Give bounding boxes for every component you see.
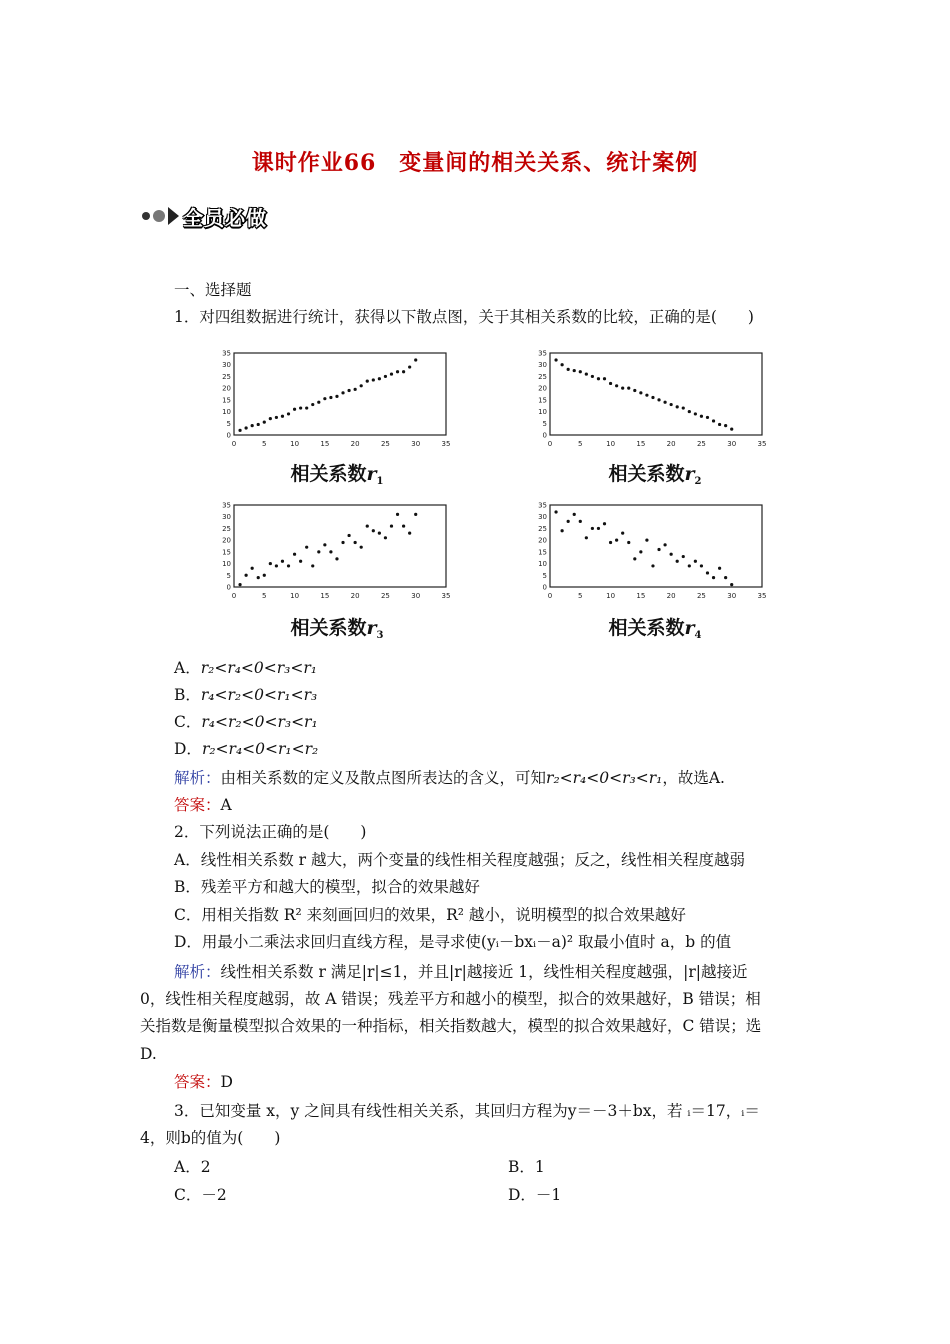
answer-label: 答案：	[174, 796, 221, 814]
scatter-point	[700, 564, 703, 567]
scatter-point	[251, 424, 254, 427]
scatter-point	[597, 527, 600, 530]
x-tick-label: 30	[727, 440, 737, 448]
scatter-point	[554, 510, 557, 513]
scatter-point	[621, 387, 624, 390]
y-tick-label: 25	[538, 372, 547, 381]
q1-option-a: A．r₂<r₄<0<r₃<r₁	[174, 659, 318, 677]
y-tick-label: 5	[542, 571, 547, 580]
x-tick-label: 30	[411, 440, 421, 448]
scatter-point	[305, 546, 308, 549]
y-tick-label: 0	[542, 583, 547, 592]
chart-caption-1: 相关系数$r_1$	[290, 463, 384, 487]
x-tick-label: 15	[320, 592, 330, 600]
x-tick-label: 35	[441, 440, 451, 448]
plot-frame	[550, 505, 762, 587]
x-tick-label: 35	[441, 592, 451, 600]
scatter-point	[275, 416, 278, 419]
y-tick-label: 25	[538, 524, 547, 533]
bullet-dot-large-icon	[153, 210, 165, 222]
y-tick-label: 30	[538, 513, 547, 522]
scatter-point	[670, 553, 673, 556]
x-tick-label: 15	[320, 440, 330, 448]
scatter-point	[633, 389, 636, 392]
scatter-point	[396, 370, 399, 373]
x-tick-label: 0	[547, 592, 553, 600]
scatter-point	[591, 527, 594, 530]
scatter-point	[275, 564, 278, 567]
q3-option-c: C．－2	[174, 1186, 227, 1204]
q2-option-c: C．用相关指数 R² 来刻画回归的效果，R² 越小，说明模型的拟合效果越好	[174, 906, 686, 924]
scatter-point	[554, 358, 557, 361]
scatter-point	[676, 405, 679, 408]
q3-option-d: D．－1	[508, 1186, 562, 1204]
scatter-point	[615, 539, 618, 542]
scatter-point	[402, 370, 405, 373]
scatter-point	[651, 564, 654, 567]
scatter-point	[682, 406, 685, 409]
y-tick-label: 20	[538, 384, 547, 393]
x-tick-label: 20	[350, 592, 360, 600]
scatter-point	[633, 557, 636, 560]
y-tick-label: 20	[222, 384, 231, 393]
scatter-point	[670, 403, 673, 406]
scatter-point	[269, 562, 272, 565]
scatter-point	[639, 550, 642, 553]
x-tick-label: 20	[666, 592, 676, 600]
scatter-point	[603, 377, 606, 380]
scatter-point	[651, 396, 654, 399]
scatter-point	[573, 513, 576, 516]
q1-answer: 答案：A	[174, 796, 232, 814]
scatter-point	[257, 423, 260, 426]
page-title: 课时作业66 变量间的相关关系、统计案例	[251, 150, 699, 176]
scatter-point	[390, 372, 393, 375]
x-tick-label: 35	[757, 592, 767, 600]
scatter-point	[347, 534, 350, 537]
chart-caption-4: 相关系数$r_4$	[608, 617, 702, 641]
chart-caption-3: 相关系数$r_3$	[290, 617, 384, 641]
y-tick-label: 5	[542, 419, 547, 428]
scatter-chart-2	[528, 345, 778, 453]
x-tick-label: 5	[578, 440, 583, 448]
banner-label: 全员必做	[183, 205, 267, 230]
scatter-point	[366, 380, 369, 383]
y-tick-label: 15	[538, 396, 547, 405]
y-tick-label: 30	[222, 361, 231, 370]
answer-label: 答案：	[174, 1073, 221, 1091]
q2-stem: 2．下列说法正确的是( )	[174, 823, 367, 841]
plot-frame	[234, 353, 446, 435]
y-tick-label: 30	[222, 513, 231, 522]
scatter-point	[730, 428, 733, 431]
scatter-point	[567, 520, 570, 523]
scatter-point	[263, 574, 266, 577]
x-tick-label: 30	[411, 592, 421, 600]
section-banner	[142, 201, 267, 231]
x-tick-label: 20	[666, 440, 676, 448]
scatter-point	[609, 382, 612, 385]
y-tick-label: 20	[538, 536, 547, 545]
scatter-point	[694, 560, 697, 563]
scatter-point	[287, 564, 290, 567]
scatter-point	[730, 583, 733, 586]
y-tick-label: 15	[222, 548, 231, 557]
q2-analysis-line-1: 解析：线性相关系数 r 满足|r|≤1，并且|r|越接近 1，线性相关程度越强，|r|越接近	[174, 963, 748, 981]
scatter-point	[317, 401, 320, 404]
scatter-point	[414, 513, 417, 516]
scatter-point	[402, 524, 405, 527]
scatter-point	[384, 536, 387, 539]
x-tick-label: 20	[350, 440, 360, 448]
scatter-point	[396, 513, 399, 516]
scatter-point	[323, 543, 326, 546]
x-tick-label: 25	[696, 440, 706, 448]
section-heading: 一、选择题	[174, 281, 252, 299]
scatter-point	[281, 415, 284, 418]
scatter-point	[615, 384, 618, 387]
scatter-point	[585, 536, 588, 539]
y-tick-label: 35	[538, 501, 547, 510]
x-tick-label: 25	[380, 440, 390, 448]
scatter-point	[645, 539, 648, 542]
analysis-label: 解析：	[174, 963, 221, 981]
scatter-point	[384, 375, 387, 378]
scatter-point	[281, 560, 284, 563]
y-tick-label: 35	[222, 501, 231, 510]
scatter-point	[591, 375, 594, 378]
y-tick-label: 15	[538, 548, 547, 557]
scatter-point	[676, 560, 679, 563]
scatter-point	[657, 398, 660, 401]
scatter-point	[311, 403, 314, 406]
x-tick-label: 25	[696, 592, 706, 600]
q1-option-c: C．r₄<r₂<0<r₃<r₁	[174, 713, 318, 731]
y-tick-label: 35	[222, 349, 231, 358]
scatter-point	[335, 557, 338, 560]
scatter-point	[335, 395, 338, 398]
x-tick-label: 10	[606, 592, 616, 600]
y-tick-label: 5	[226, 419, 231, 428]
y-tick-label: 10	[538, 560, 547, 569]
scatter-point	[390, 524, 393, 527]
scatter-point	[621, 532, 624, 535]
scatter-point	[627, 387, 630, 390]
scatter-chart-4	[528, 497, 778, 605]
scatter-point	[645, 394, 648, 397]
q2-option-d: D．用最小二乘法求回归直线方程，是寻求使(yᵢ－bxᵢ－a)² 取最小值时 a，b 的值	[174, 933, 732, 951]
scatter-point	[287, 412, 290, 415]
scatter-point	[263, 421, 266, 424]
scatter-point	[688, 410, 691, 413]
q1-option-d: D．r₂<r₄<0<r₁<r₂	[174, 740, 319, 758]
scatter-point	[561, 529, 564, 532]
scatter-point	[663, 543, 666, 546]
scatter-point	[360, 384, 363, 387]
scatter-point	[347, 389, 350, 392]
q1-analysis: 解析：由相关系数的定义及散点图所表达的含义，可知r₂<r₄<0<r₃<r₁，故选A.	[174, 769, 725, 787]
y-tick-label: 5	[226, 571, 231, 580]
scatter-point	[329, 396, 332, 399]
q2-option-b: B．残差平方和越大的模型，拟合的效果越好	[174, 878, 480, 896]
y-tick-label: 25	[222, 524, 231, 533]
scatter-point	[341, 541, 344, 544]
chart-caption-2: 相关系数$r_2$	[608, 463, 702, 487]
x-tick-label: 10	[290, 592, 300, 600]
x-tick-label: 15	[636, 440, 646, 448]
scatter-point	[718, 423, 721, 426]
q2-answer: 答案：D	[174, 1073, 233, 1091]
scatter-point	[712, 576, 715, 579]
scatter-point	[257, 576, 260, 579]
arrow-right-icon	[168, 207, 179, 225]
x-tick-label: 15	[636, 592, 646, 600]
y-tick-label: 35	[538, 349, 547, 358]
y-tick-label: 0	[226, 431, 231, 440]
scatter-point	[706, 571, 709, 574]
y-tick-label: 25	[222, 372, 231, 381]
scatter-point	[718, 567, 721, 570]
scatter-point	[724, 576, 727, 579]
x-tick-label: 10	[290, 440, 300, 448]
scatter-point	[366, 524, 369, 527]
q1-stem: 1．对四组数据进行统计，获得以下散点图，关于其相关系数的比较，正确的是( )	[174, 308, 754, 326]
x-tick-label: 30	[727, 592, 737, 600]
bullet-dot-small-icon	[142, 212, 150, 220]
scatter-point	[269, 417, 272, 420]
scatter-point	[579, 520, 582, 523]
scatter-point	[712, 419, 715, 422]
scatter-point	[293, 408, 296, 411]
scatter-point	[245, 574, 248, 577]
scatter-point	[238, 429, 241, 432]
scatter-point	[663, 401, 666, 404]
scatter-point	[372, 378, 375, 381]
scatter-point	[603, 522, 606, 525]
scatter-point	[238, 583, 241, 586]
scatter-point	[329, 550, 332, 553]
scatter-point	[627, 541, 630, 544]
x-tick-label: 5	[578, 592, 583, 600]
scatter-point	[579, 370, 582, 373]
scatter-point	[360, 546, 363, 549]
y-tick-label: 30	[538, 361, 547, 370]
scatter-point	[293, 553, 296, 556]
scatter-point	[378, 377, 381, 380]
scatter-point	[688, 564, 691, 567]
x-tick-label: 0	[547, 440, 553, 448]
scatter-point	[408, 532, 411, 535]
scatter-point	[700, 415, 703, 418]
q3-option-a: A．2	[174, 1158, 211, 1176]
x-tick-label: 0	[231, 592, 237, 600]
analysis-label: 解析：	[174, 769, 221, 787]
q2-analysis-line-2: 0，线性相关程度越弱，故 A 错误；残差平方和越小的模型，拟合的效果越好，B 错误；相	[140, 990, 761, 1008]
y-tick-label: 0	[226, 583, 231, 592]
scatter-point	[414, 358, 417, 361]
q2-analysis-line-3: 关指数是衡量模型拟合效果的一种指标，相关指数越大，模型的拟合效果越好，C 错误；选	[140, 1017, 762, 1035]
scatter-point	[706, 416, 709, 419]
scatter-point	[354, 388, 357, 391]
scatter-point	[354, 541, 357, 544]
x-tick-label: 5	[262, 592, 267, 600]
scatter-chart-1	[212, 345, 462, 453]
scatter-point	[567, 368, 570, 371]
scatter-point	[299, 560, 302, 563]
scatter-point	[341, 391, 344, 394]
q3-stem-line-2: 4，则b的值为( )	[140, 1129, 281, 1147]
scatter-point	[251, 567, 254, 570]
scatter-point	[245, 426, 248, 429]
q3-stem-line-1: 3．已知变量 x，y 之间具有线性相关关系，其回归方程为y＝－3＋bx，若 ᵢ＝17，ᵢ＝	[174, 1102, 760, 1120]
scatter-point	[311, 564, 314, 567]
scatter-point	[573, 369, 576, 372]
y-tick-label: 20	[222, 536, 231, 545]
scatter-point	[597, 377, 600, 380]
scatter-point	[585, 372, 588, 375]
plot-frame	[550, 353, 762, 435]
y-tick-label: 10	[222, 560, 231, 569]
y-tick-label: 0	[542, 431, 547, 440]
q1-option-b: B．r₄<r₂<0<r₁<r₃	[174, 686, 318, 704]
scatter-point	[378, 532, 381, 535]
x-tick-label: 5	[262, 440, 267, 448]
scatter-point	[694, 412, 697, 415]
scatter-point	[305, 406, 308, 409]
scatter-point	[609, 541, 612, 544]
plot-frame	[234, 505, 446, 587]
scatter-point	[372, 529, 375, 532]
x-tick-label: 0	[231, 440, 237, 448]
scatter-point	[682, 555, 685, 558]
y-tick-label: 10	[222, 408, 231, 417]
scatter-point	[317, 550, 320, 553]
x-tick-label: 35	[757, 440, 767, 448]
q2-analysis-line-4: D.	[140, 1045, 157, 1063]
x-tick-label: 25	[380, 592, 390, 600]
y-tick-label: 10	[538, 408, 547, 417]
scatter-chart-3	[212, 497, 462, 605]
scatter-point	[299, 406, 302, 409]
scatter-point	[657, 548, 660, 551]
y-tick-label: 15	[222, 396, 231, 405]
q2-option-a: A．线性相关系数 r 越大，两个变量的线性相关程度越强；反之，线性相关程度越弱	[174, 851, 745, 869]
scatter-point	[639, 391, 642, 394]
scatter-point	[323, 397, 326, 400]
scatter-point	[561, 363, 564, 366]
scatter-point	[724, 424, 727, 427]
x-tick-label: 10	[606, 440, 616, 448]
q3-option-b: B．1	[508, 1158, 545, 1176]
scatter-point	[408, 365, 411, 368]
